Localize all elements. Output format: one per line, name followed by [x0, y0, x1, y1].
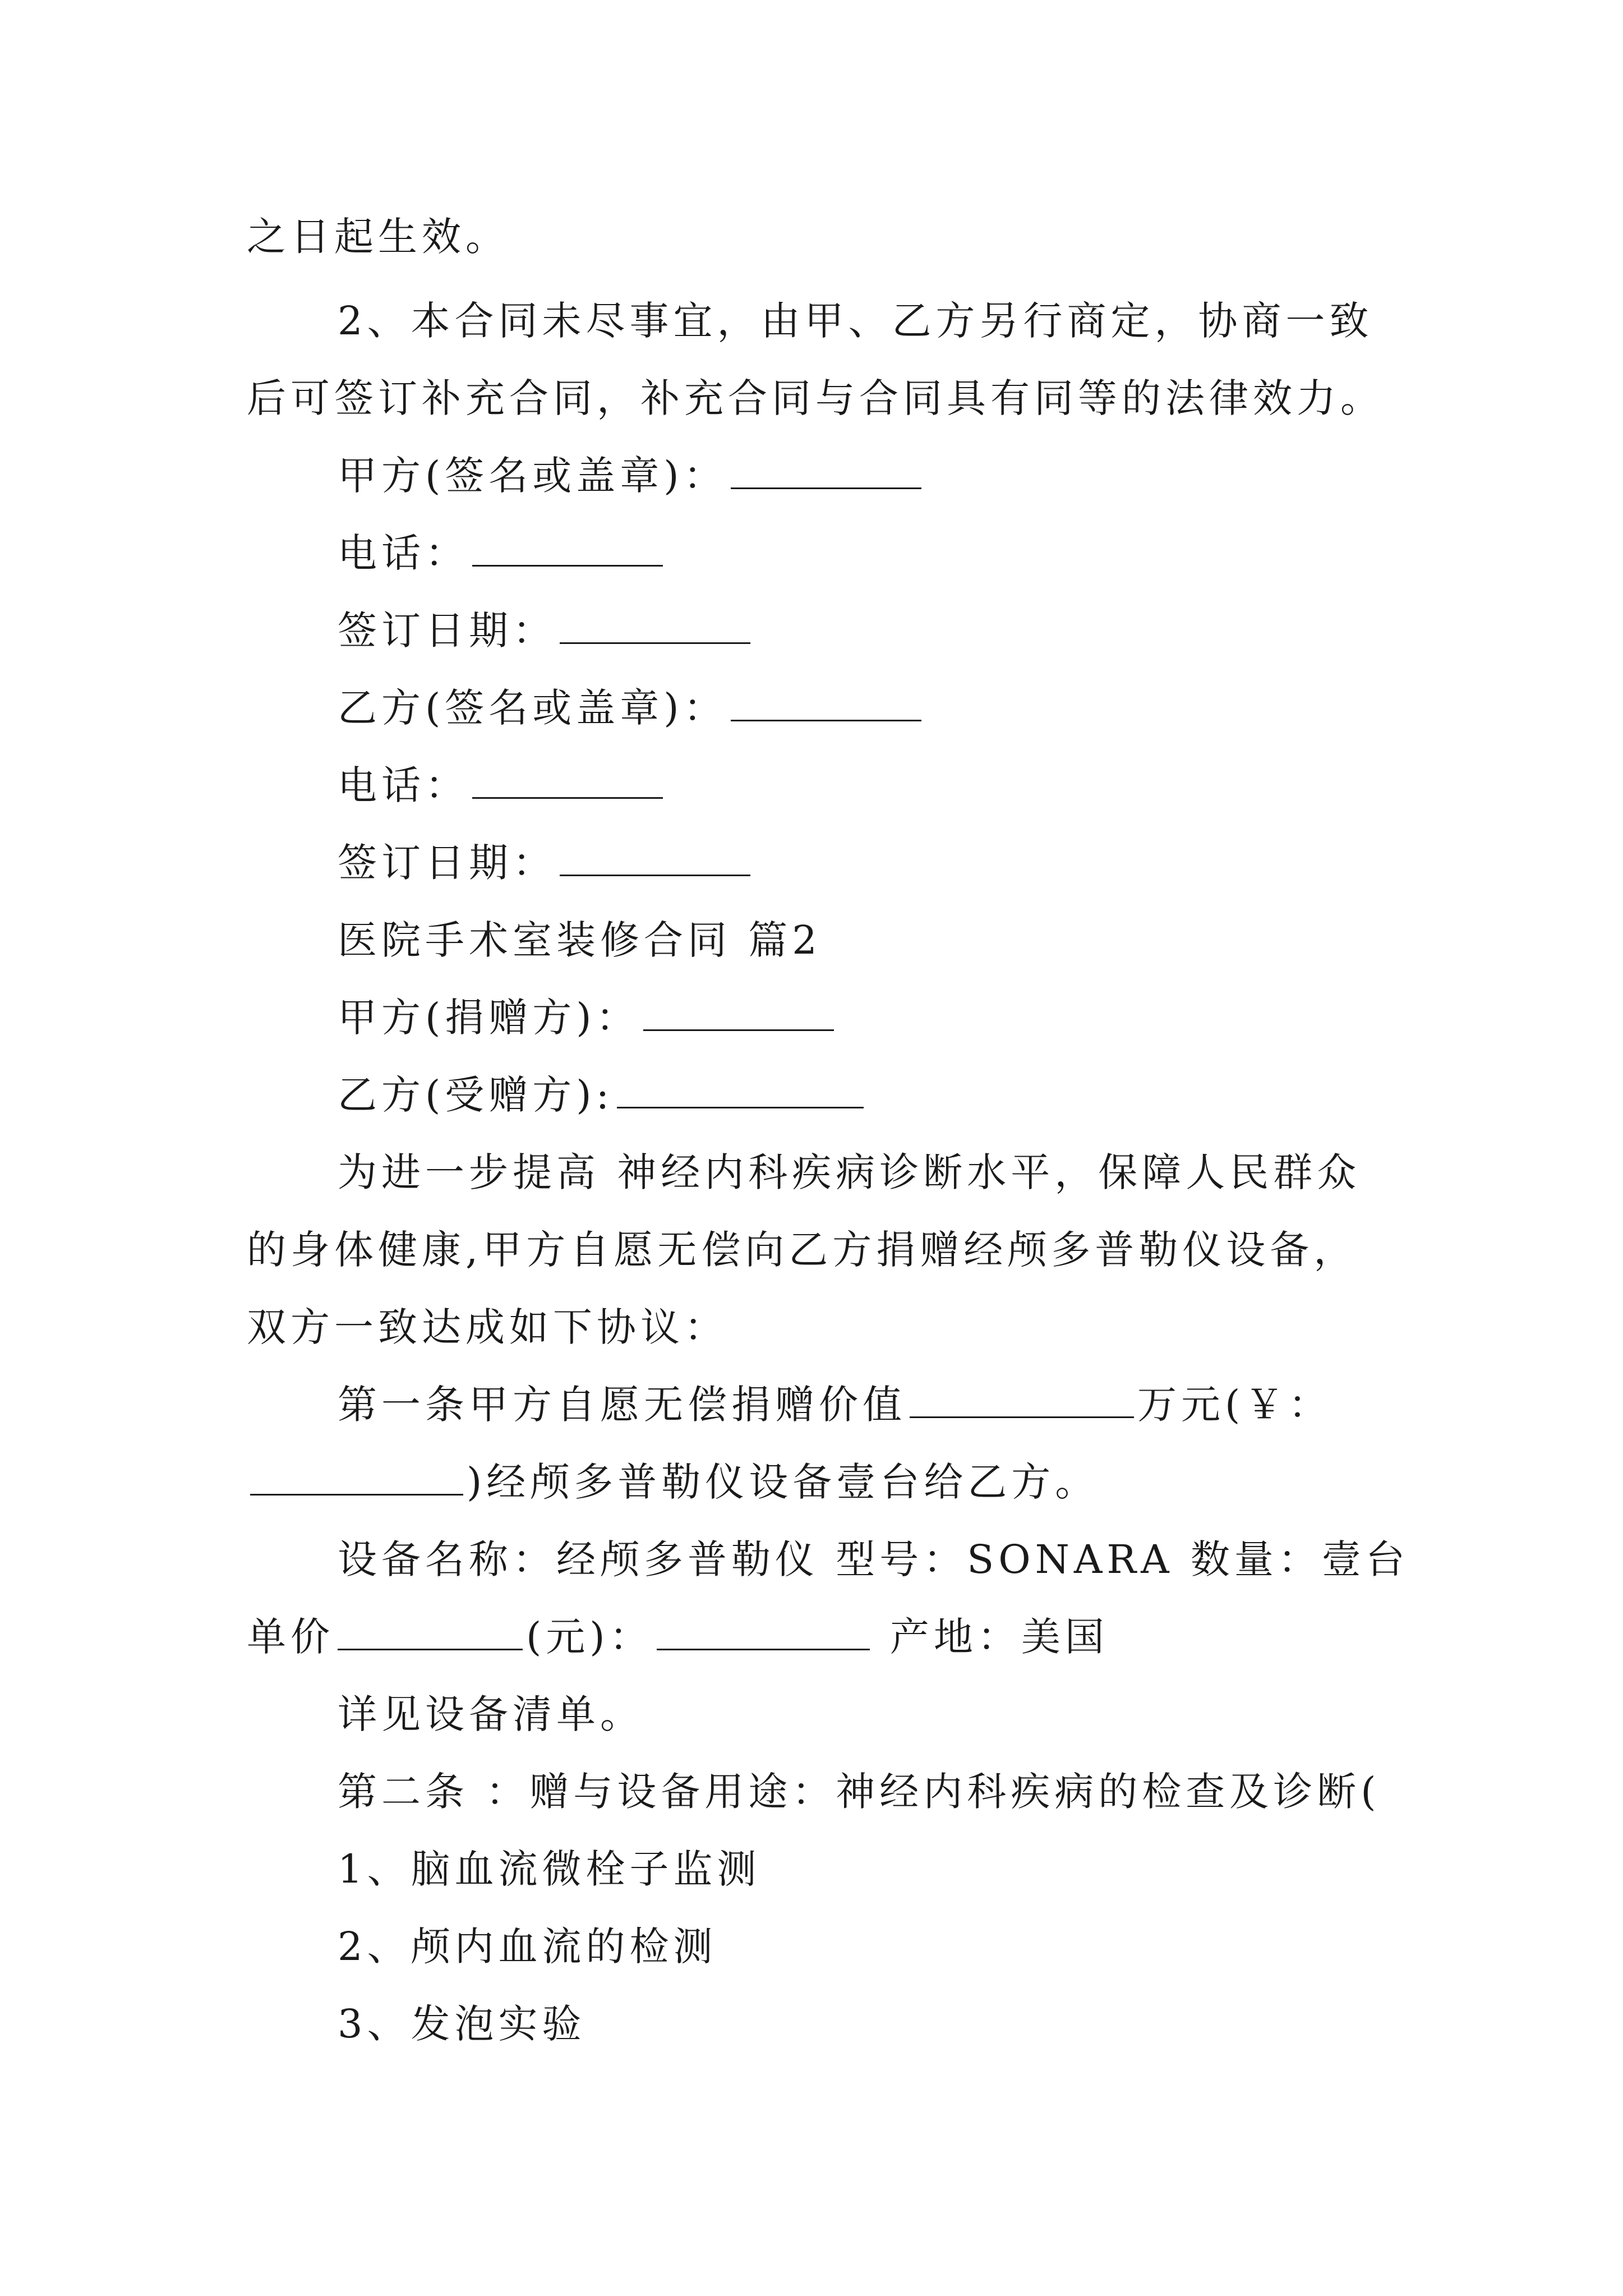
line-text: 第一条甲方自愿无偿捐赠价值	[338, 1382, 906, 1428]
paragraph-line	[338, 296, 1373, 346]
party-b-phone-line	[338, 760, 666, 811]
line-text: 的身体健康,甲方自愿无偿向乙方捐赠经颅多普勒仪设备，	[247, 1227, 1358, 1273]
line-text: 1、脑血流微栓子监测	[338, 1846, 761, 1892]
paragraph-line	[338, 1147, 1361, 1198]
unit-price-line	[247, 1612, 1109, 1662]
line-text: 3、发泡实验	[338, 2001, 586, 2047]
field-label: 甲方(捐赠方)：	[338, 995, 640, 1041]
field-label: 乙方(受赠方):	[338, 1072, 614, 1118]
line-text: )经颅多普勒仪设备壹台给乙方。	[467, 1459, 1099, 1505]
value-blank	[910, 1382, 1134, 1418]
line-text: 产地：美国	[873, 1614, 1109, 1660]
field-label: 电话：	[338, 530, 469, 576]
amount-blank	[250, 1459, 463, 1496]
donor-line	[338, 992, 837, 1043]
price-blank	[657, 1614, 870, 1650]
heading-text: 医院手术室装修合同 篇2	[338, 917, 822, 963]
line-text: 2、本合同未尽事宜，由甲、乙方另行商定，协商一致	[338, 298, 1373, 344]
line-text: 第二条 ：赠与设备用途：神经内科疾病的检查及诊断(	[338, 1769, 1381, 1815]
phone-blank	[472, 530, 663, 567]
field-label: 乙方(签名或盖章)：	[338, 685, 727, 731]
date-blank	[560, 840, 750, 876]
field-label: 甲方(签名或盖章)：	[338, 453, 727, 499]
paragraph-line	[338, 1534, 1409, 1585]
line-text: 后可签订补充合同，补充合同与合同具有同等的法律效力。	[247, 375, 1384, 421]
line-text: 万元(￥：	[1137, 1382, 1332, 1428]
line-text: 详见设备清单。	[338, 1691, 644, 1737]
paragraph-line	[338, 1766, 1381, 1817]
signature-blank	[731, 685, 921, 721]
recipient-blank	[617, 1072, 864, 1108]
article-one-continuation	[247, 1457, 1099, 1507]
article-one-line	[338, 1379, 1332, 1430]
paragraph-line	[247, 211, 509, 262]
party-a-date-line	[338, 605, 754, 656]
line-text: (元)：	[526, 1614, 653, 1660]
paragraph-line	[247, 373, 1384, 424]
paragraph-line	[338, 1689, 644, 1740]
list-item	[338, 1921, 717, 1972]
line-text: 为进一步提高 神经内科疾病诊断水平，保障人民群众	[338, 1149, 1361, 1195]
field-label: 签订日期：	[338, 608, 556, 654]
list-item	[338, 1999, 586, 2049]
field-label: 签订日期：	[338, 840, 556, 886]
list-item	[338, 1844, 761, 1894]
donor-blank	[643, 995, 834, 1031]
party-b-date-line	[338, 838, 754, 888]
signature-blank	[731, 453, 921, 489]
paragraph-line	[247, 1302, 728, 1352]
paragraph-line	[247, 1225, 1357, 1275]
party-a-signature-line	[338, 450, 925, 501]
line-text: 单价	[247, 1614, 334, 1660]
unit-price-blank	[338, 1614, 523, 1650]
line-text: 之日起生效。	[247, 214, 509, 260]
party-a-phone-line	[338, 528, 666, 578]
field-label: 电话：	[338, 762, 469, 808]
line-text: 2、颅内血流的检测	[338, 1924, 717, 1970]
line-text: 双方一致达成如下协议：	[247, 1304, 728, 1350]
line-text: 设备名称：经颅多普勒仪 型号：SONARA 数量：壹台	[338, 1536, 1409, 1582]
recipient-line	[338, 1070, 867, 1120]
date-blank	[560, 608, 750, 644]
phone-blank	[472, 762, 663, 799]
party-b-signature-line	[338, 683, 925, 733]
section-heading	[338, 915, 822, 965]
